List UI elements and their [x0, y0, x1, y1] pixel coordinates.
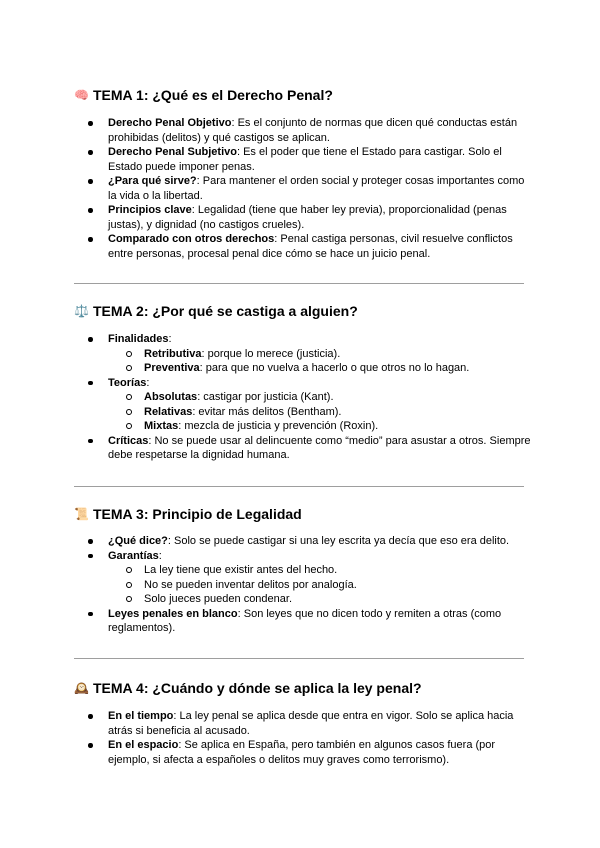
sub-list-item	[74, 390, 534, 405]
item-text: : mezcla de justicia y prevención (Roxin).	[178, 420, 379, 432]
bullet-list	[74, 332, 534, 463]
sub-list-item	[74, 419, 534, 434]
item-term: Derecho Penal Subjetivo	[108, 146, 237, 158]
sub-list	[74, 563, 534, 607]
sub-list-item	[74, 405, 534, 420]
list-item	[74, 145, 534, 174]
list-item	[74, 376, 534, 434]
item-term: Principios clave	[108, 204, 192, 216]
item-term: Teorías	[108, 376, 147, 389]
item-text: :	[158, 549, 162, 562]
item-term: Retributiva	[144, 347, 202, 360]
item-term: Absolutas	[144, 391, 198, 403]
item-text: : Solo se puede castigar si una ley escrita ya decía que eso era delito.	[167, 535, 510, 547]
sub-list	[74, 390, 534, 434]
item-term: Relativas	[144, 405, 193, 418]
item-text: : para que no vuelva a hacerlo o que otros no lo hagan.	[199, 362, 470, 374]
item-text: : Es el poder que tiene el Estado para castigar. Solo el Estado puede imponer penas.	[108, 146, 502, 173]
list-item	[74, 232, 534, 261]
item-term: ¿Qué dice?	[108, 535, 168, 547]
item-term: Críticas	[108, 434, 149, 447]
sub-list	[74, 347, 534, 376]
section-heading	[74, 679, 534, 697]
section-divider	[74, 658, 524, 659]
item-text: : Se aplica en España, pero también en algunos casos fuera (por ejemplo, si afecta a españoles o delitos muy graves como terrorismo).	[108, 739, 496, 766]
item-text: : La ley penal se aplica desde que entra en vigor. Solo se aplica hacia atrás si beneficia al acusado.	[108, 710, 514, 737]
item-text: : porque lo merece (justicia).	[201, 347, 341, 360]
section-tema-3	[74, 505, 534, 636]
list-item	[74, 534, 534, 549]
list-item	[74, 709, 534, 738]
item-text: :	[168, 333, 172, 345]
section-divider	[74, 283, 524, 284]
item-term: En el espacio	[108, 739, 179, 751]
item-term: Comparado con otros derechos	[108, 233, 275, 245]
bullet-list	[74, 534, 534, 636]
item-term: ¿Para qué sirve?	[108, 175, 197, 187]
section-title: TEMA 4: ¿Cuándo y dónde se aplica la ley penal?	[93, 680, 422, 696]
item-text: : castigar por justicia (Kant).	[197, 391, 334, 403]
scroll-icon: 📜	[74, 507, 89, 521]
list-item	[74, 174, 534, 203]
section-title: TEMA 3: Principio de Legalidad	[93, 506, 302, 522]
item-term: Mixtas	[144, 420, 179, 432]
section-tema-1	[74, 86, 534, 261]
section-divider	[74, 486, 524, 487]
item-text: : Son leyes que no dicen todo y remiten a otras (como reglamentos).	[108, 607, 502, 634]
section-tema-2	[74, 302, 534, 463]
item-term: Finalidades	[108, 333, 169, 345]
section-heading	[74, 505, 534, 523]
item-term: Preventiva	[144, 362, 200, 374]
item-text: : Es el conjunto de normas que dicen qué conductas están prohibidas (delitos) y qué castigos se aplican.	[108, 117, 518, 144]
section-title: TEMA 1: ¿Qué es el Derecho Penal?	[93, 87, 333, 103]
scales-icon: ⚖️	[74, 304, 89, 318]
sub-list-item	[74, 347, 534, 362]
bullet-list	[74, 116, 534, 261]
section-tema-4	[74, 679, 534, 767]
list-item	[74, 607, 534, 636]
section-heading	[74, 302, 534, 320]
item-term: Garantías	[108, 549, 159, 562]
item-text: : No se puede usar al delincuente como “medio” para asustar a otros. Siempre debe respetarse la dignidad humana.	[108, 434, 531, 461]
sub-list-item	[74, 361, 534, 376]
list-item	[74, 332, 534, 376]
item-text: : Legalidad (tiene que haber ley previa), proporcionalidad (penas justas), y dignidad (no castigos crueles).	[108, 204, 507, 231]
sub-list-item: No se pueden inventar delitos por analogía.	[74, 578, 534, 593]
brain-icon: 🧠	[74, 88, 89, 102]
sub-list-item: La ley tiene que existir antes del hecho.	[74, 563, 534, 578]
section-title: TEMA 2: ¿Por qué se castiga a alguien?	[93, 303, 358, 319]
bullet-list	[74, 709, 534, 767]
clock-icon: 🕰️	[74, 681, 89, 695]
item-term: Derecho Penal Objetivo	[108, 117, 232, 129]
sub-list-item: Solo jueces pueden condenar.	[74, 592, 534, 607]
item-text: : Para mantener el orden social y proteger cosas importantes como la vida o la libertad.	[108, 175, 525, 202]
list-item	[74, 434, 534, 463]
list-item	[74, 738, 534, 767]
item-text: : Penal castiga personas, civil resuelve conflictos entre personas, procesal penal dice cómo se hace un juicio penal.	[108, 233, 513, 260]
item-term: Leyes penales en blanco	[108, 607, 238, 620]
item-text: : evitar más delitos (Bentham).	[192, 405, 342, 418]
section-heading	[74, 86, 534, 104]
list-item	[74, 116, 534, 145]
list-item	[74, 549, 534, 607]
item-term: En el tiempo	[108, 710, 174, 722]
list-item	[74, 203, 534, 232]
item-text: :	[146, 376, 150, 389]
